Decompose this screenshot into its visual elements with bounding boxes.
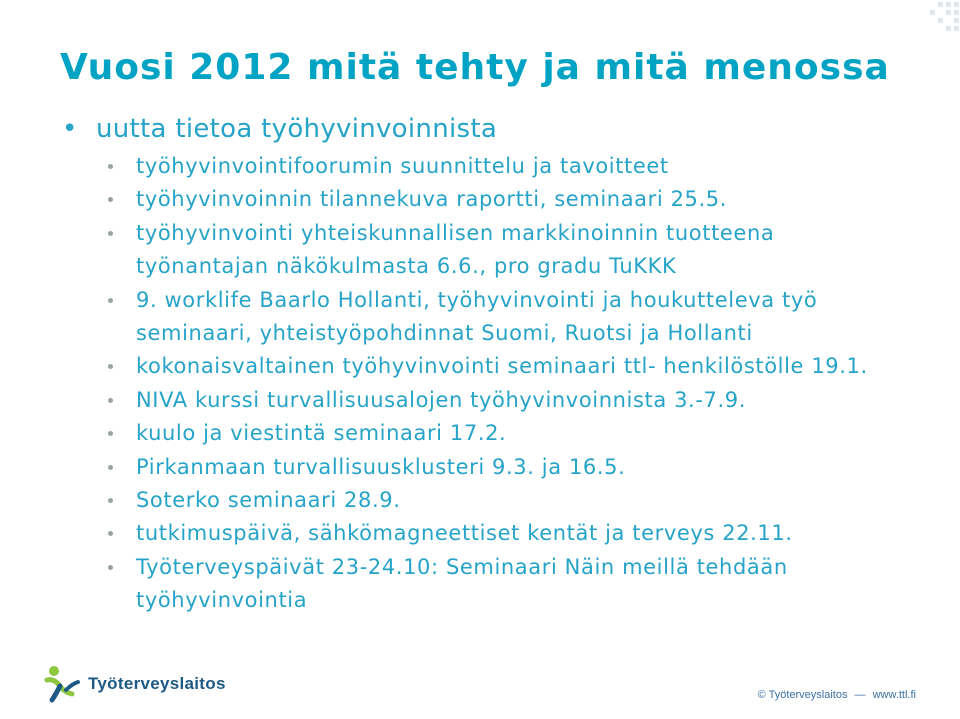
- list-item-text: Soterko seminaari 28.9.: [136, 488, 401, 513]
- list-item: [108, 417, 898, 450]
- list-item: [108, 451, 898, 484]
- sub-bullet-list: [108, 150, 898, 618]
- list-item-text: työhyvinvointi yhteiskunnallisen markkinoinnin tuotteena työnantajan näkökulmasta 6.6., pro gradu TuKKK: [136, 220, 775, 279]
- list-item: [108, 350, 898, 383]
- bullet-dot-icon: [108, 498, 113, 503]
- list-item-text: työhyvinvointifoorumin suunnittelu ja tavoitteet: [136, 154, 669, 178]
- bullet-dot-icon: [108, 231, 113, 236]
- bullet-dot-icon: [108, 298, 113, 303]
- bullet-dot-icon: [108, 164, 113, 169]
- bullet-dot-icon: [108, 364, 113, 369]
- slide-title: Vuosi 2012 mitä tehty ja mitä menossa: [60, 47, 890, 88]
- footer-url[interactable]: www.ttl.fi: [872, 689, 916, 701]
- corner-decoration: [890, 0, 960, 40]
- list-item: [108, 551, 898, 618]
- list-item-text: työhyvinvoinnin tilannekuva raportti, seminaari 25.5.: [136, 187, 728, 212]
- list-item: [108, 517, 898, 550]
- list-item-text: kuulo ja viestintä seminaari 17.2.: [136, 421, 507, 446]
- bullet-dot-icon: [108, 398, 113, 403]
- bullet-dot-icon: [108, 431, 113, 436]
- list-item-text: 9. worklife Baarlo Hollanti, työhyvinvointi ja houkutteleva työ seminaari, yhteistyöpohdinnat Suomi, Ruotsi ja Hollanti: [136, 287, 818, 346]
- list-item-text: Työterveyspäivät 23-24.10: Seminaari Näin meillä tehdään työhyvinvointia: [136, 554, 788, 613]
- list-item-text: kokonaisvaltainen työhyvinvointi seminaari ttl- henkilöstölle 19.1.: [136, 354, 868, 379]
- bullet-dot-icon: [108, 197, 113, 202]
- list-item: [108, 284, 898, 351]
- footer-copyright: © Työterveyslaitos: [757, 689, 848, 701]
- list-item: [108, 183, 898, 216]
- person-figure-icon: [44, 664, 82, 704]
- list-item: [108, 484, 898, 517]
- bullet-dot-icon: •: [62, 114, 78, 144]
- bullet-dot-icon: [108, 565, 113, 570]
- main-bullet: [62, 111, 940, 147]
- list-item-text: tutkimuspäivä, sähkömagneettiset kentät ja terveys 22.11.: [136, 521, 793, 546]
- list-item: [108, 384, 898, 417]
- list-item-text: Pirkanmaan turvallisuusklusteri 9.3. ja 16.5.: [136, 454, 626, 479]
- list-item-text: NIVA kurssi turvallisuusalojen työhyvinvoinnista 3.-7.9.: [136, 387, 746, 412]
- footer-separator: —: [854, 689, 866, 701]
- logo-text: Työterveyslaitos: [88, 674, 226, 693]
- list-item: [108, 150, 898, 183]
- bullet-dot-icon: [108, 465, 113, 470]
- footer-info: [758, 689, 920, 701]
- main-bullet-text: uutta tietoa työhyvinvoinnista: [96, 114, 498, 144]
- bullet-dot-icon: [108, 531, 113, 536]
- organization-logo: [44, 664, 226, 704]
- list-item: [108, 217, 898, 284]
